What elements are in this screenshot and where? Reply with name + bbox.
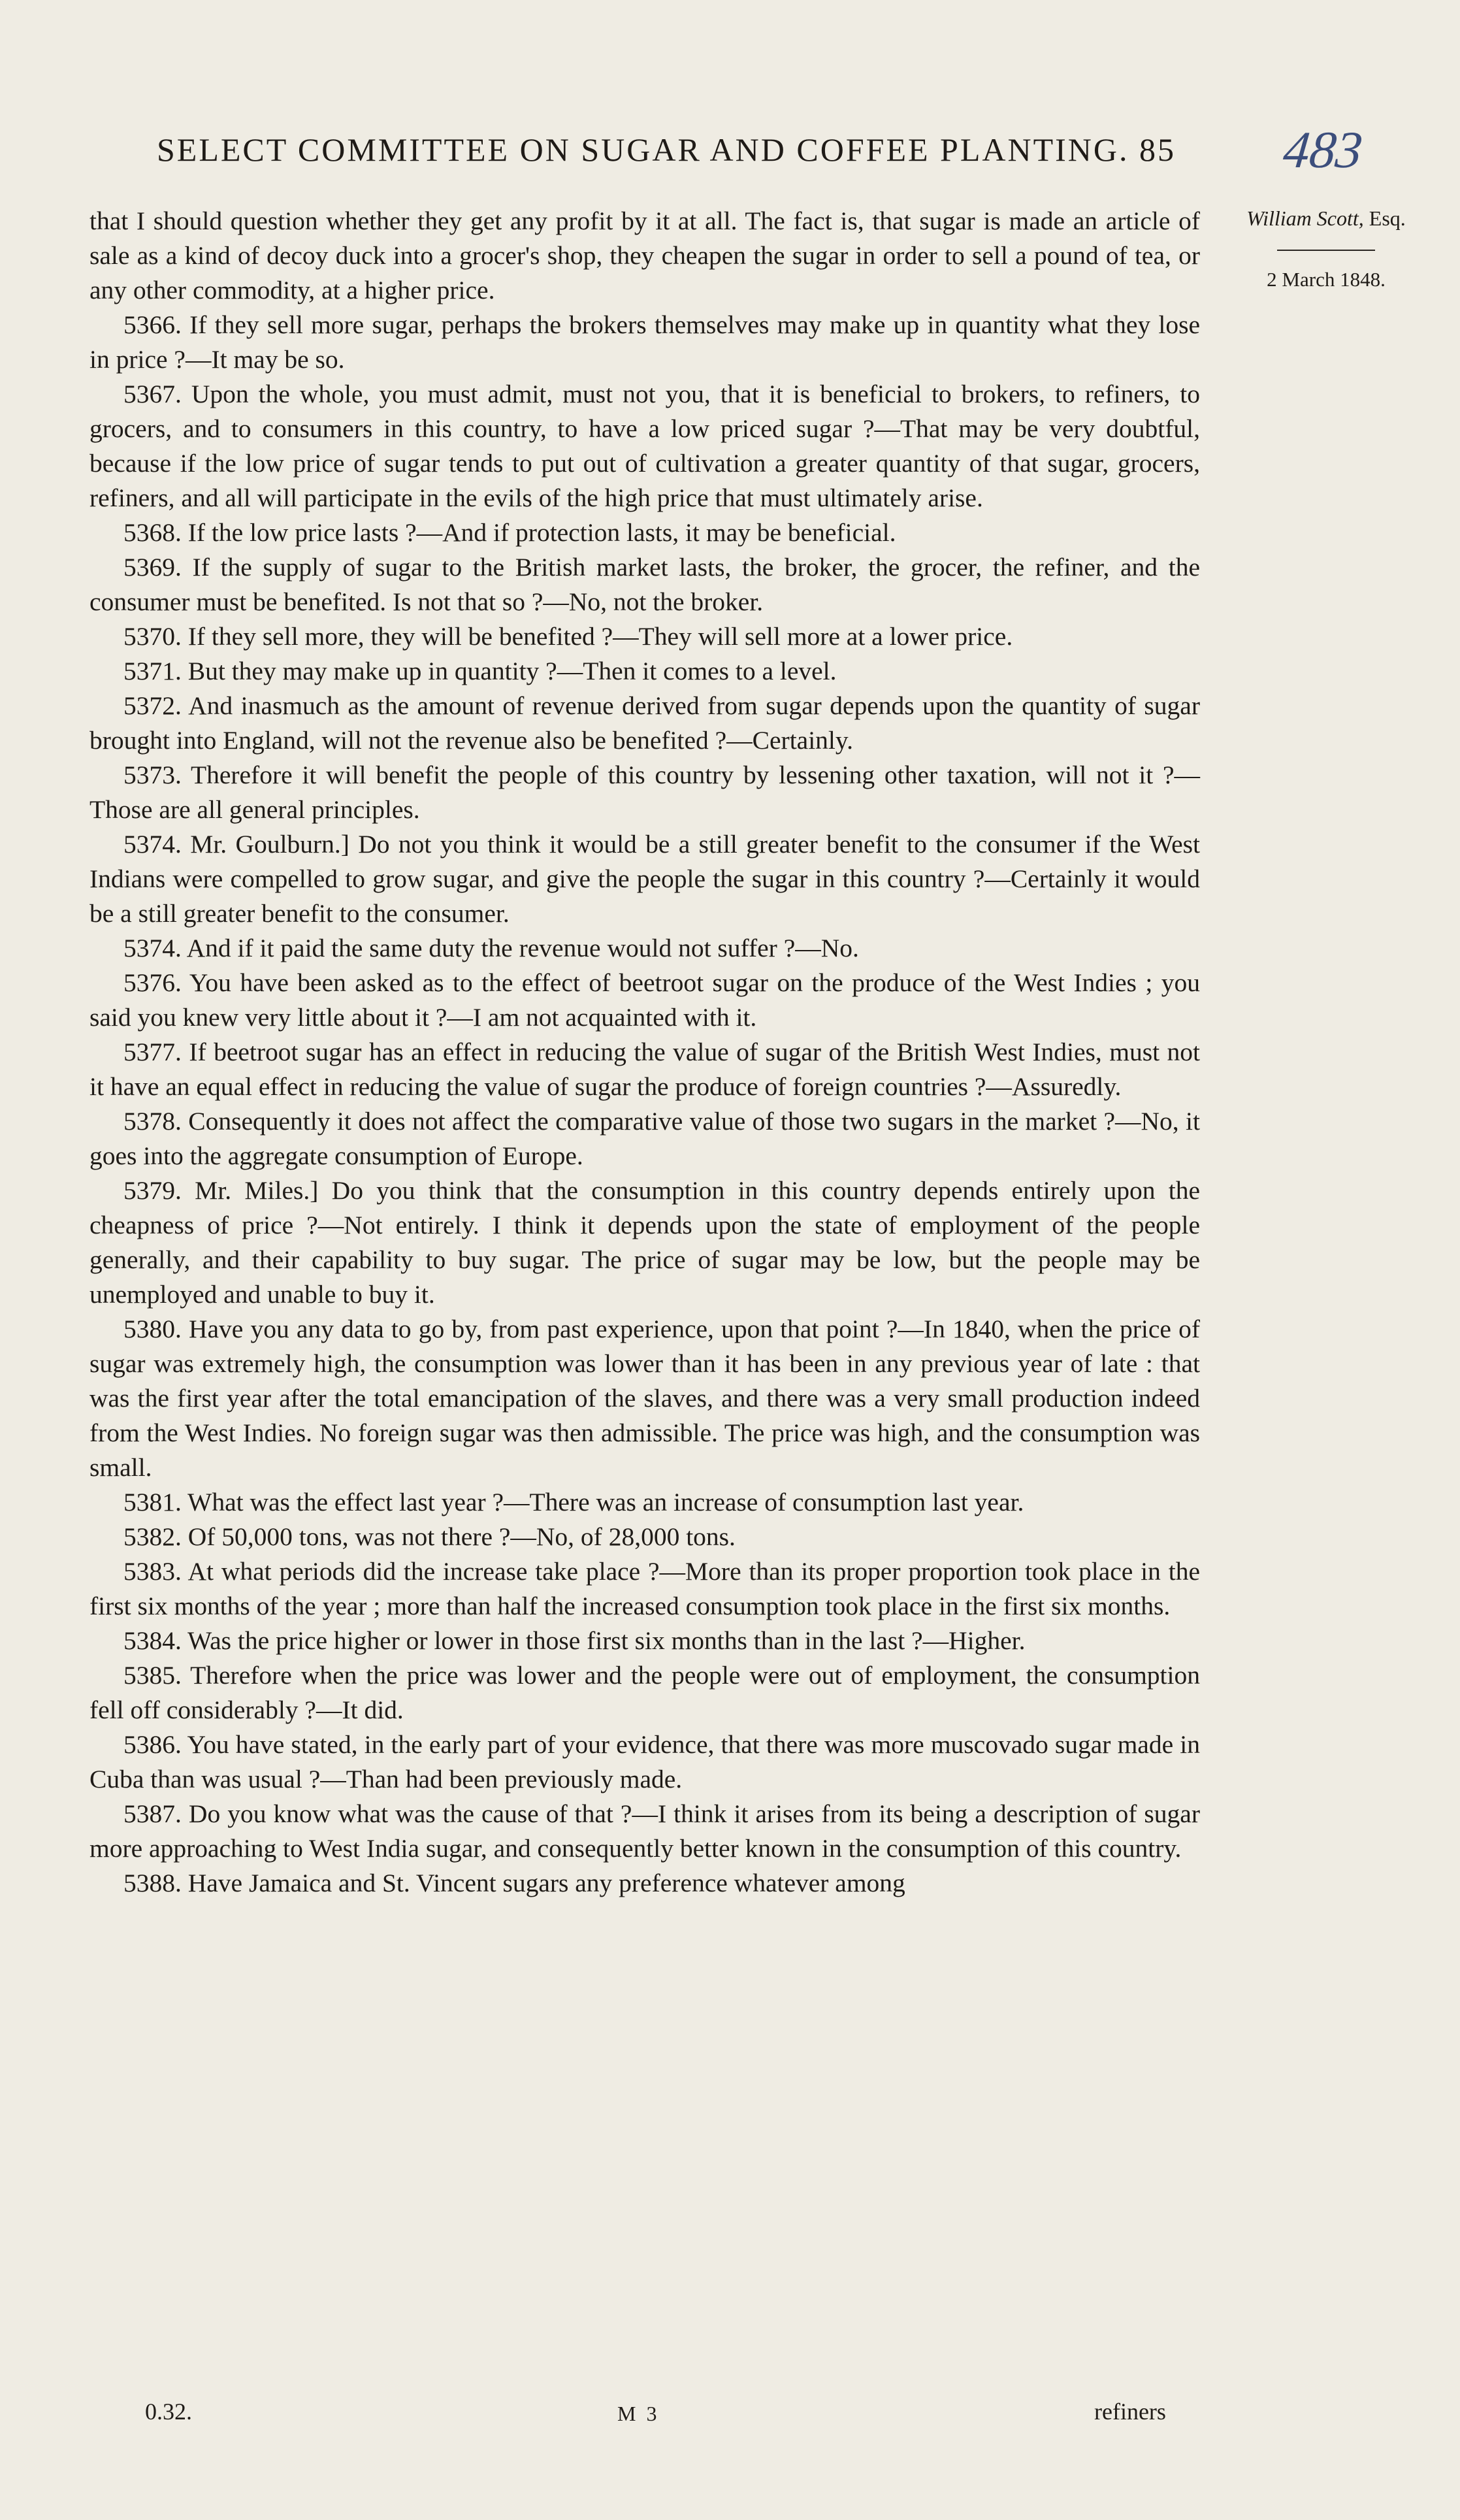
signature-mark: M 3 (617, 2402, 660, 2425)
question-5386: 5386. You have stated, in the early part of your evidence, that there was more muscovado sugar made in Cuba than was usual ?—Than had been previously made. (89, 1730, 1200, 1793)
question-5376: 5376. You have been asked as to the effect of beetroot sugar on the produce of the West Indies ; you said you knew very little about it ?—I am not acquainted with it. (89, 968, 1200, 1032)
question-5370: 5370. If they sell more, they will be benefited ?—They will sell more at a lower price. (123, 622, 1013, 651)
catchword: refiners (1094, 2398, 1166, 2425)
question-5381: 5381. What was the effect last year ?—There was an increase of consumption last year. (123, 1488, 1024, 1516)
question-5383: 5383. At what periods did the increase take place ?—More than its proper proportion took place in the first six months of the year ; more than half the increased consumption took place in the first six months. (89, 1557, 1200, 1620)
question-5368: 5368. If the low price lasts ?—And if protection lasts, it may be beneficial. (123, 518, 896, 547)
witness-date: 2 March 1848. (1267, 268, 1386, 291)
paragraph-continuation: that I should question whether they get any profit by it at all. The fact is, that sugar is made an article of sale as a kind of decoy duck into a grocer's shop, they cheapen the sugar in order to sell a pound of tea, or any other commodity, at a higher price. (89, 206, 1200, 304)
paper-number: 0.32. (145, 2398, 192, 2425)
question-5372: 5372. And inasmuch as the amount of revenue derived from sugar depends upon the quantity of sugar brought into England, will not the revenue also be benefited ?—Certainly. (89, 691, 1200, 755)
witness-name (1218, 206, 1434, 231)
handwritten-folio-number: 483 (1280, 122, 1365, 179)
question-5380: 5380. Have you any data to go by, from past experience, upon that point ?—In 1840, when the price of sugar was extremely high, the consumption was lower than it has been in any previous year of late : that was the first year after the total emancipation of the slaves, and there was a very small production indeed from the West Indies. No foreign sugar was then admissible. The price was high, and the consumption was small. (89, 1315, 1200, 1482)
question-5367: 5367. Upon the whole, you must admit, must not you, that it is beneficial to brokers, to refiners, to grocers, and to consumers in this country, to have a low priced sugar ?—That may be very doubtful, because if the low price of sugar tends to put out of cultivation a greater quantity of that sugar, grocers, refiners, and all will participate in the evils of the high price that must ultimately arise. (89, 380, 1200, 512)
question-5385: 5385. Therefore when the price was lower and the people were out of employment, the consumption fell off considerably ?—It did. (89, 1661, 1200, 1724)
question-5369: 5369. If the supply of sugar to the British market lasts, the broker, the grocer, the refiner, and the consumer must be benefited. Is not that so ?—No, not the broker. (89, 553, 1200, 616)
margin-divider (1277, 250, 1375, 251)
header-title: SELECT COMMITTEE ON SUGAR AND COFFEE PLANTING. (156, 131, 1129, 168)
question-5388: 5388. Have Jamaica and St. Vincent sugars any preference whatever among (123, 1869, 905, 1897)
question-5384: 5384. Was the price higher or lower in those first six months than in the last ?—Higher. (123, 1626, 1026, 1655)
page-header (124, 131, 1209, 169)
question-5387: 5387. Do you know what was the cause of that ?—I think it arises from its being a description of sugar more approaching to West India sugar, and consequently better known in the consumption of this country. (89, 1799, 1200, 1863)
question-5371: 5371. But they may make up in quantity ?—Then it comes to a level. (123, 657, 837, 685)
testimony-body (89, 204, 1200, 1901)
question-5377: 5377. If beetroot sugar has an effect in reducing the value of sugar of the British West Indies, must not it have an equal effect in reducing the value of sugar the produce of foreign countries ?—Assuredly. (89, 1038, 1200, 1101)
question-5379: 5379. Mr. Miles.] Do you think that the consumption in this country depends entirely upon the cheapness of price ?—Not entirely. I think it depends upon the state of employment of the people generally, and their capability to buy sugar. The price of sugar may be low, but the people may be unemployed and unable to buy it. (89, 1176, 1200, 1309)
question-5374b: 5374. And if it paid the same duty the revenue would not suffer ?—No. (123, 934, 859, 962)
witness-suffix: Esq. (1369, 206, 1406, 230)
question-5373: 5373. Therefore it will benefit the people of this country by lessening other taxation, will not it ?—Those are all general principles. (89, 761, 1200, 824)
page-number: 85 (1139, 131, 1176, 168)
question-5382: 5382. Of 50,000 tons, was not there ?—No, of 28,000 tons. (123, 1522, 736, 1551)
witness-name-text: William Scott, (1246, 206, 1364, 230)
question-5366: 5366. If they sell more sugar, perhaps the brokers themselves may make up in quantity what they lose in price ?—It may be so. (89, 310, 1200, 374)
question-5374: 5374. Mr. Goulburn.] Do not you think it would be a still greater benefit to the consumer if the West Indians were compelled to grow sugar, and give the people the sugar in this country ?—Certainly it would be a still greater benefit to the consumer. (89, 830, 1200, 928)
question-5378: 5378. Consequently it does not affect the comparative value of those two sugars in the market ?—No, it goes into the aggregate consumption of Europe. (89, 1107, 1200, 1170)
